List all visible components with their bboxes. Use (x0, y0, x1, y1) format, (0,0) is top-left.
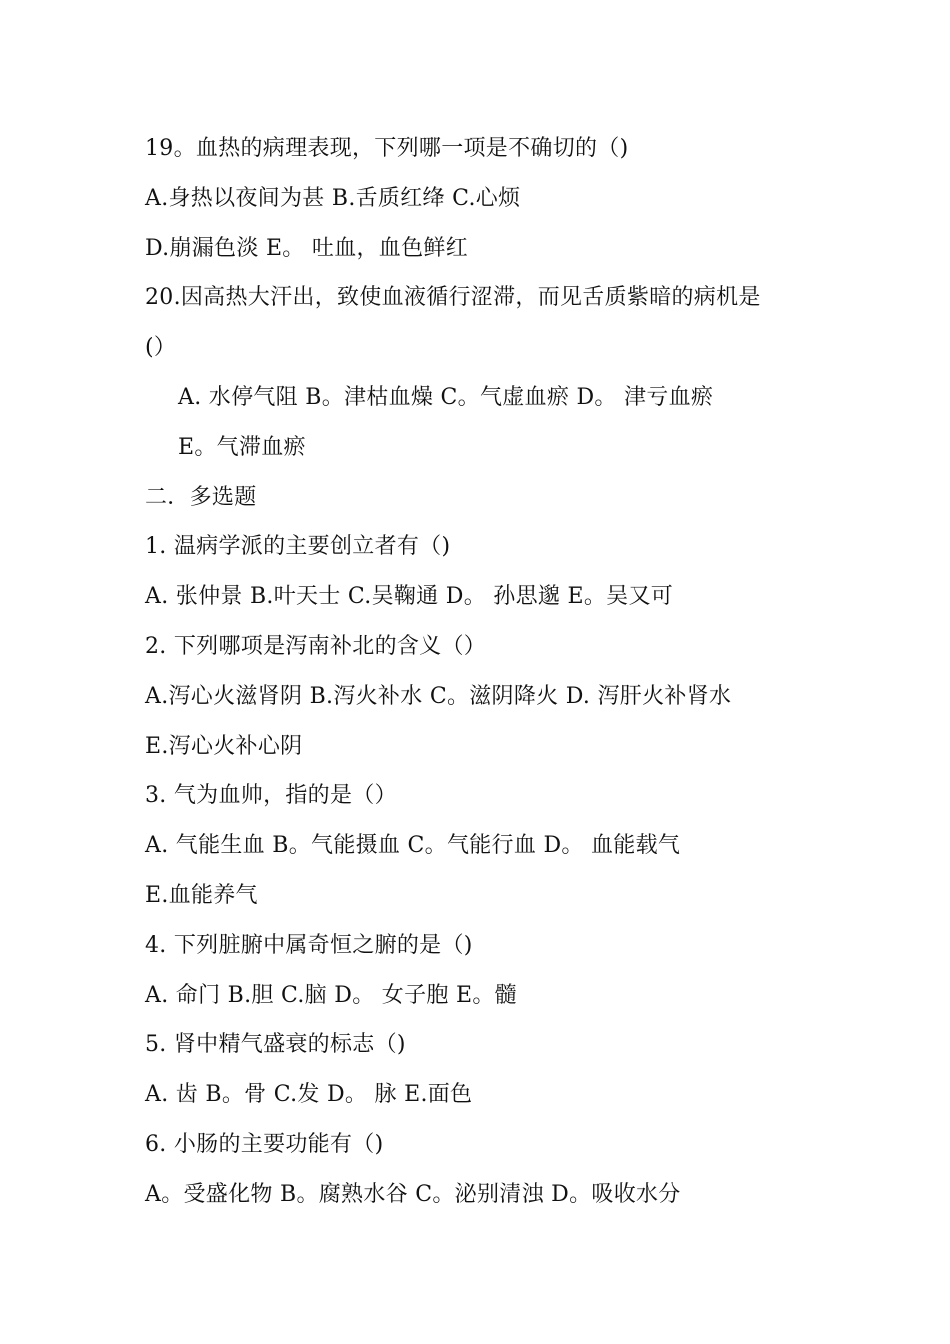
section-heading: 二．多选题 (145, 484, 257, 510)
question-19-options-d-e: D.崩漏色淡 E。 吐血，血色鲜红 (145, 235, 468, 261)
multi-question-2-option-e: E.泻心火补心阴 (145, 733, 303, 759)
question-19: 19。血热的病理表现，下列哪一项是不确切的（) (145, 136, 629, 161)
multi-question-6-options: A。受盛化物 B。腐熟水谷 C。泌别清浊 D。吸收水分 (145, 1181, 681, 1207)
multi-question-2: 2. 下列哪项是泻南补北的含义（） (145, 633, 487, 659)
multi-question-1-options: A. 张仲景 B.叶天士 C.吴鞠通 D。 孙思邈 E。吴又可 (145, 584, 674, 610)
multi-question-3-options-a-d: A. 气能生血 B。气能摄血 C。气能行血 D。 血能载气 (145, 833, 681, 859)
multi-question-5-options: A. 齿 B。骨 C.发 D。 脉 E.面色 (145, 1082, 473, 1108)
multi-question-2-options-a-d: A.泻心火滋肾阴 B.泻火补水 C。滋阴降火 D. 泻肝火补肾水 (145, 683, 732, 709)
multi-question-4: 4. 下列脏腑中属奇恒之腑的是（) (145, 932, 473, 958)
multi-question-3: 3. 气为血帅，指的是（） (145, 783, 397, 809)
question-20-continued: (） (145, 335, 177, 361)
question-20-options-a-d: A. 水停气阻 B。津枯血燥 C。气虚血瘀 D。 津亏血瘀 (178, 384, 714, 410)
question-20: 20.因高热大汗出，致使血液循行涩滞，而见舌质紫暗的病机是 (145, 285, 761, 311)
multi-question-1: 1. 温病学派的主要创立者有（) (145, 534, 451, 560)
multi-question-5: 5. 肾中精气盛衰的标志（) (145, 1032, 406, 1058)
multi-question-6: 6. 小肠的主要功能有（) (145, 1131, 384, 1157)
multi-question-4-options: A. 命门 B.胆 C.脑 D。 女子胞 E。髓 (145, 982, 517, 1008)
question-20-option-e: E。气滞血瘀 (178, 434, 306, 460)
document-body (145, 124, 825, 1220)
multi-question-3-option-e: E.血能养气 (145, 882, 258, 908)
question-19-options-a-c: A.身热以夜间为甚 B.舌质红绛 C.心烦 (145, 185, 521, 211)
